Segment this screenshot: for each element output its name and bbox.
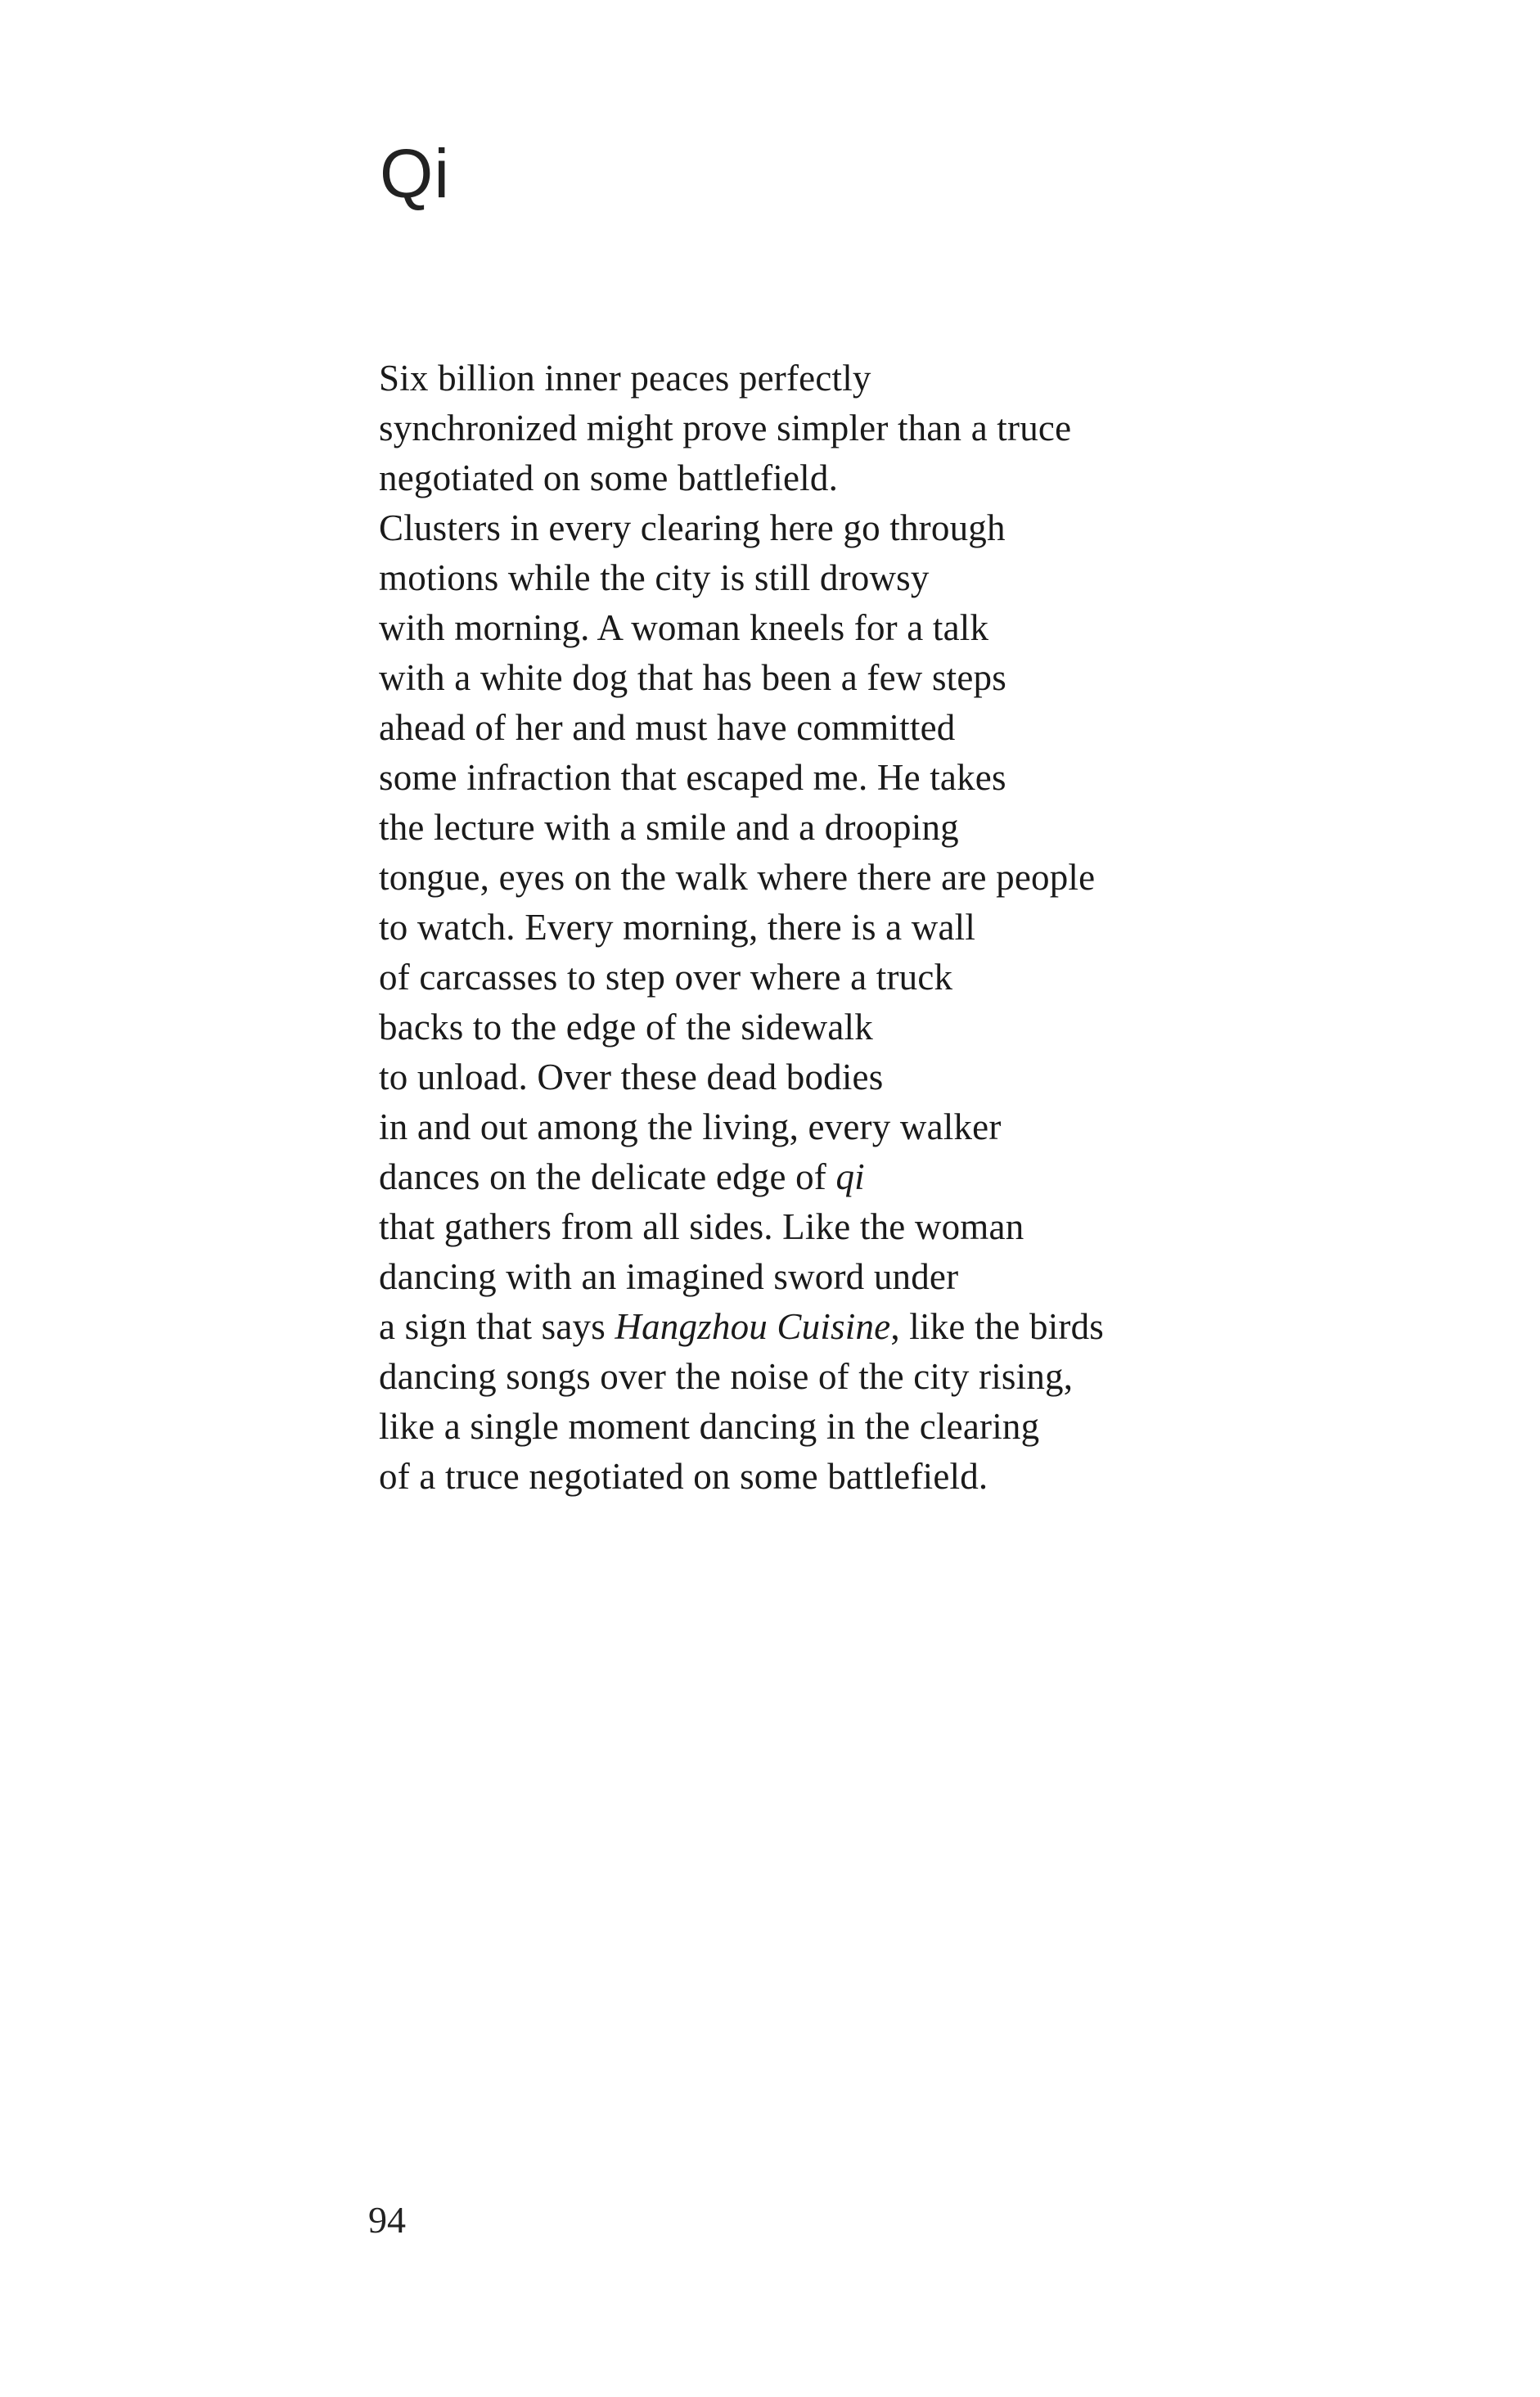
poem-text: , like the birds	[890, 1306, 1104, 1347]
poem-text: Clusters in every clearing here go through	[379, 507, 1006, 548]
poem-text: Six billion inner peaces perfectly	[379, 358, 871, 399]
poem-italic-text: Hangzhou Cuisine	[615, 1306, 891, 1347]
poem-text: to unload. Over these dead bodies	[379, 1057, 884, 1097]
poem-text: synchronized might prove simpler than a truce	[379, 408, 1072, 448]
poem-line	[379, 1102, 1279, 1152]
poem-text: dances on the delicate edge of	[379, 1156, 836, 1197]
poem-line	[379, 503, 1279, 553]
poem-text: with morning. A woman kneels for a talk	[379, 607, 989, 648]
poem-line	[379, 603, 1279, 653]
poem-line	[379, 953, 1279, 1003]
poem-line	[379, 1252, 1279, 1302]
poem-line	[379, 803, 1279, 853]
poem-text: of a truce negotiated on some battlefield.	[379, 1456, 988, 1497]
poem-text: tongue, eyes on the walk where there are people	[379, 857, 1096, 898]
poem-line	[379, 853, 1279, 903]
poem-text: of carcasses to step over where a truck	[379, 957, 953, 998]
poem-line	[379, 403, 1279, 453]
poem-text: the lecture with a smile and a drooping	[379, 807, 959, 848]
poem-line	[379, 703, 1279, 753]
poem-title: Qi	[380, 135, 450, 212]
poem-line	[379, 1452, 1279, 1502]
poem-line	[379, 1152, 1279, 1202]
poem-text: some infraction that escaped me. He takes	[379, 757, 1006, 798]
poem-text: ahead of her and must have committed	[379, 707, 956, 748]
poem-text: negotiated on some battlefield.	[379, 457, 839, 498]
poem-line	[379, 1302, 1279, 1352]
poem-text: that gathers from all sides. Like the woman	[379, 1206, 1024, 1247]
poem-line	[379, 553, 1279, 603]
poem-line	[379, 354, 1279, 403]
poem-text: backs to the edge of the sidewalk	[379, 1007, 873, 1048]
poem-line	[379, 1402, 1279, 1452]
page-number: 94	[368, 2199, 406, 2241]
poem-text: motions while the city is still drowsy	[379, 557, 930, 598]
poem-line	[379, 1352, 1279, 1402]
poem-text: to watch. Every morning, there is a wall	[379, 907, 976, 948]
poem-line	[379, 903, 1279, 953]
poem-line	[379, 453, 1279, 503]
poem-line	[379, 1052, 1279, 1102]
poem-italic-text: qi	[835, 1156, 865, 1197]
poem-text: with a white dog that has been a few steps	[379, 657, 1006, 698]
poem-text: in and out among the living, every walker	[379, 1106, 1002, 1147]
poem-line	[379, 1003, 1279, 1052]
poem-body	[379, 354, 1279, 1502]
poem-text: dancing with an imagined sword under	[379, 1256, 959, 1297]
poem-text: dancing songs over the noise of the city rising,	[379, 1356, 1074, 1397]
poem-line	[379, 1202, 1279, 1252]
poem-line	[379, 653, 1279, 703]
poem-line	[379, 753, 1279, 803]
poem-text: a sign that says	[379, 1306, 615, 1347]
poem-text: like a single moment dancing in the clearing	[379, 1406, 1040, 1447]
